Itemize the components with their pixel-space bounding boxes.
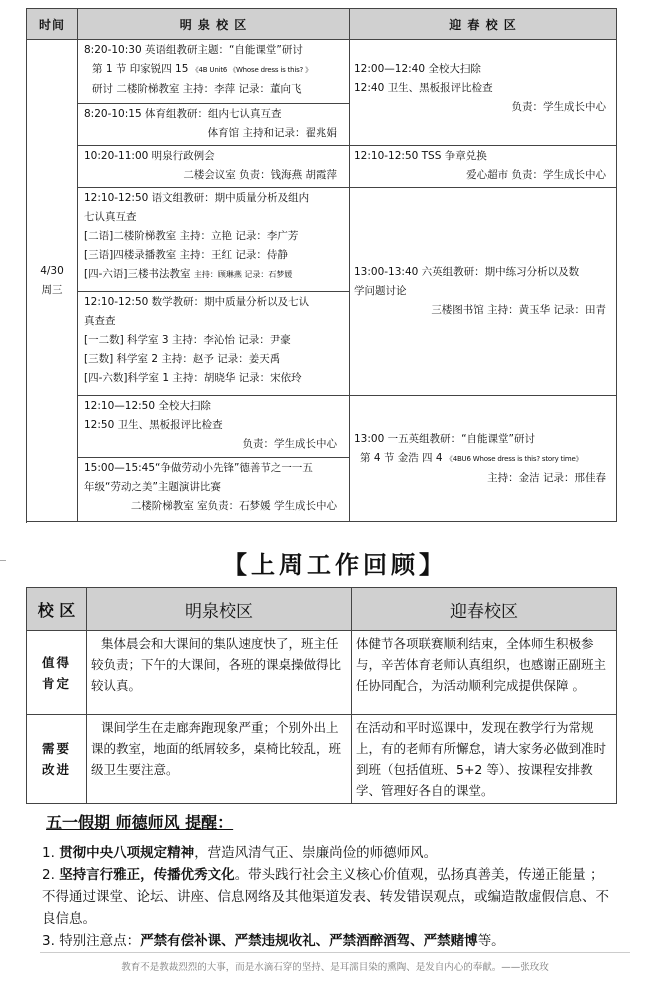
praise-yingchun: 体健节各项联赛顺利结束，全体师生积极参与，辛苦体育老师认真组织，也感谢正副班主任协同配合，为活动顺利完成提供保障 。 — [352, 631, 617, 715]
yc-b2-line2: 爱心超市 负责：学生成长中心 — [466, 169, 606, 181]
yc-b4-lesson: 第 4 节 金浩 四 4 — [360, 451, 443, 464]
schedule-header-row — [27, 9, 617, 40]
mq-b6-line2: 12:50 卫生、黑板报评比检查 — [84, 419, 223, 431]
mq-b5-line2: 真查查 — [84, 315, 116, 327]
yc-tss-exchange — [350, 146, 617, 188]
header-mingquan: 明 泉 校 区 — [78, 9, 350, 40]
mq-b2-line1: 8:20-10:15 体育组教研：组内七认真互查 — [84, 108, 282, 120]
yc-b4-lesson-title: 《4BU6 Whose dress is this? story time》 — [445, 454, 583, 463]
mq-b5-line5: [四-六数]科学室 1 主持：胡晓华 记录：宋依玲 — [84, 372, 302, 384]
yc-b3-line3: 三楼图书馆 主持：黄玉华 记录：田青 — [431, 304, 606, 316]
mq-b2-line2: 体育馆 主持和记录：翟兆娟 — [207, 127, 337, 139]
reminder-item-1 — [42, 842, 612, 864]
mq-b6-line1: 12:10—12:50 全校大扫除 — [84, 400, 211, 412]
review-praise-row — [27, 631, 617, 715]
reminder-2-text: 。带头践行社会主义核心价值观，弘扬真善美，传递正能量 ；不得通过课堂、论坛、讲座、信息网络及其他渠道发表、转发错误观点，或编造散虚假信息、不良信息。 — [42, 867, 609, 927]
reminder-1-text: ，营造风清气正、崇廉尚俭的师德师风。 — [194, 845, 438, 861]
reminder-item-3 — [42, 930, 612, 952]
header-yingchun: 迎 春 校 区 — [350, 9, 617, 40]
mq-b3-line2: 二楼会议室 负责：钱海燕 胡霞萍 — [183, 169, 337, 181]
yc-b3-line2: 学问题讨论 — [354, 285, 407, 297]
reminder-2-number: 2. — [42, 867, 55, 883]
date: 4/30 — [40, 264, 64, 277]
review-title: 【上周工作回顾】 — [223, 550, 447, 579]
reminder-item-2 — [42, 864, 612, 930]
yc-b3-line1: 13:00-13:40 六英组教研：期中练习分析以及数 — [354, 266, 580, 278]
improve-mingquan: 课间学生在走廊奔跑现象严重；个别外出上课的教室，地面的纸屑较多，桌椅比较乱，班级卫生要注意。 — [87, 715, 352, 804]
mq-b4-line1: 12:10-12:50 语文组教研：期中质量分析及组内 — [84, 192, 310, 204]
mq-b3-line1: 10:20-11:00 明泉行政例会 — [84, 150, 215, 162]
yc-b1-line3: 负责：学生成长中心 — [511, 101, 606, 113]
yc-english-research — [350, 396, 617, 522]
mq-cleanup — [78, 396, 350, 458]
mq-labor-speech — [78, 458, 350, 522]
footer-quote: 教育不是教裁烈烈的大事，而是水滴石穿的坚持、是耳濡目染的熏陶、是发自内心的奉献。——张玫玫 — [121, 962, 549, 973]
mq-b4-line2: 七认真互查 — [84, 211, 137, 223]
reminder-1-bold: 贯彻中央八项规定精神 — [59, 845, 195, 861]
improve-label: 需要改进 — [27, 715, 87, 804]
mq-admin-meeting — [78, 146, 350, 188]
mq-b7-line1: 15:00—15:45“争做劳动小先锋”德善节之一一五 — [84, 462, 313, 474]
review-header-yingchun: 迎春校区 — [352, 588, 617, 631]
reminder-3-lead: 特别注意点： — [59, 933, 141, 949]
mq-b4-line4: [三语]四楼录播教室 主持：王红 记录：侍静 — [84, 249, 288, 261]
mq-b5-line4: [三数] 科学室 2 主持：赵予 记录：姜天禹 — [84, 353, 281, 365]
yc-cleanup — [350, 40, 617, 146]
mq-pe-research — [78, 104, 350, 146]
mq-b7-line2: 年级“劳动之美”主题演讲比赛 — [84, 481, 221, 493]
mq-b4-line5-host: 主持：顾琳燕 记录：石梦媛 — [193, 270, 293, 279]
mq-b5-line3: [一二数] 科学室 3 主持：李沁怡 记录：尹豪 — [84, 334, 291, 346]
yc-b4-line1: 13:00 一五英组教研：“自能课堂”研讨 — [354, 432, 535, 445]
reminder-3-bold: 严禁有偿补课、严禁违规收礼、严禁酒醉酒驾、严禁赌博 — [140, 933, 478, 949]
mq-b4-line3: [二语]二楼阶梯教室 主持：立艳 记录：李广芳 — [84, 230, 299, 242]
review-header-row — [27, 588, 617, 631]
mq-b1-lesson: 第 1 节 印家锐四 15 — [92, 63, 189, 75]
review-header-mingquan: 明泉校区 — [87, 588, 352, 631]
yc-sixth-english-research — [350, 188, 617, 396]
yc-b2-line1: 12:10-12:50 TSS 争章兑换 — [354, 150, 487, 162]
reminder-title: 五一假期 师德师风 提醒： — [46, 813, 234, 832]
schedule-table — [26, 8, 617, 522]
review-improve-row — [27, 715, 617, 804]
mq-math-research — [78, 292, 350, 396]
praise-mingquan: 集体晨会和大课间的集队速度快了，班主任较负责；下午的大课间，各班的课桌操做得比较认真。 — [87, 631, 352, 715]
footer-divider — [40, 952, 630, 953]
reminder-3-tail: 等。 — [477, 933, 505, 949]
mq-b5-line1: 12:10-12:50 数学教研：期中质量分析以及七认 — [84, 296, 310, 308]
mq-b6-line3: 负责：学生成长中心 — [242, 438, 337, 450]
praise-label: 值得肯定 — [27, 631, 87, 715]
mq-b1-lesson-title: 《4B Unit6 《Whose dress is this? 》 — [191, 66, 312, 74]
reminder-1-number: 1. — [42, 845, 55, 861]
reminder-2-bold: 坚持言行雅正，传播优秀文化 — [59, 867, 235, 883]
date-cell — [27, 40, 78, 522]
mq-chinese-research — [78, 188, 350, 292]
mq-english-research — [78, 40, 350, 104]
mq-b1-line1: 8:20-10:30 英语组教研主题：“自能课堂”研讨 — [84, 44, 303, 56]
weekday: 周三 — [41, 283, 63, 296]
review-header-campus: 校 区 — [27, 588, 87, 631]
yc-b1-line1: 12:00—12:40 全校大扫除 — [354, 63, 481, 75]
review-table — [26, 587, 617, 804]
yc-b4-line3: 主持：金洁 记录：邢佳春 — [487, 471, 606, 484]
improve-yingchun: 在活动和平时巡课中，发现在教学行为常规上，有的老师有所懈怠，请大家务必做到准时到班（包括值班、5+2 等）、按课程安排教学、管理好各自的课堂。 — [352, 715, 617, 804]
mq-b4-line5-room: [四-六语]三楼书法教室 — [84, 268, 191, 280]
reminder-3-number: 3. — [42, 933, 55, 949]
mq-b7-line3: 二楼阶梯教室 室负责：石梦媛 学生成长中心 — [130, 500, 337, 512]
mq-b1-line3: 研讨 二楼阶梯教室 主持：李萍 记录：董向飞 — [92, 83, 302, 95]
yc-b1-line2: 12:40 卫生、黑板报评比检查 — [354, 82, 493, 94]
header-time: 时间 — [27, 9, 78, 40]
